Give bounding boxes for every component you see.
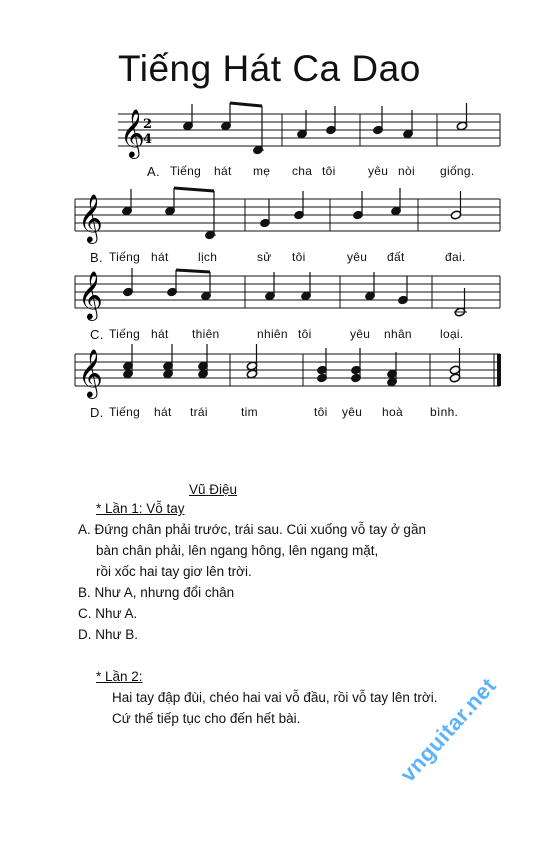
line-label-c: C. — [90, 327, 104, 342]
lyric-word: loại. — [440, 327, 464, 341]
line-label-a: A. — [147, 164, 160, 179]
staff-lines — [118, 114, 500, 146]
lyric-word: nhân — [384, 327, 412, 341]
lyric-word: tôi — [314, 405, 328, 419]
lyric-word: Tiếng — [170, 164, 202, 178]
lyric-word: sử — [257, 250, 272, 264]
lyric-word: Tiếng — [109, 250, 141, 264]
part1-item: rồi xốc hai tay giơ lên trời. — [96, 564, 252, 579]
lyric-word: mẹ — [253, 164, 271, 178]
lyric-word: bình. — [430, 405, 459, 419]
part1-item: C. Như A. — [78, 606, 138, 621]
lyric-word: hát — [151, 250, 169, 264]
lyric-word: đất — [387, 250, 405, 264]
part2-heading: * Lần 2: — [96, 669, 143, 684]
lyric-word: tim — [241, 405, 258, 419]
lyric-word: cha — [292, 164, 313, 178]
lyric-word: hoà — [382, 405, 403, 419]
lyric-word: Tiếng — [109, 327, 141, 341]
time-signature-top: 2 — [143, 117, 153, 132]
part1-heading: * Lần 1: Vỗ tay — [96, 501, 185, 516]
lyric-word: nòi — [398, 164, 415, 178]
part1-item: A. Đứng chân phải trước, trái sau. Cúi xuống vỗ tay ở gần — [78, 522, 426, 537]
line-label-d: D. — [90, 405, 104, 420]
lyric-word: hát — [151, 327, 169, 341]
lyric-word: trái — [190, 405, 208, 419]
lyric-word: thiên — [192, 327, 220, 341]
lyric-word: hát — [214, 164, 232, 178]
lyric-word: tôi — [298, 327, 312, 341]
part2-item: Cứ thế tiếp tục cho đến hết bài. — [112, 711, 301, 726]
lyric-word: tôi — [292, 250, 306, 264]
song-title: Tiếng Hát Ca Dao — [118, 48, 421, 89]
lyric-word: hát — [154, 405, 172, 419]
staff-line-b — [0, 185, 550, 265]
dance-heading: Vũ Điệu — [189, 482, 238, 497]
lyric-word: yêu — [368, 164, 389, 178]
treble-clef-icon: 𝄞 — [120, 108, 145, 157]
treble-clef-icon: 𝄞 — [78, 270, 103, 319]
watermark-text: vnguitar.net — [395, 672, 502, 787]
time-signature-bottom: 4 — [143, 132, 153, 147]
line-label-b: B. — [90, 250, 103, 265]
staff-line-d — [0, 340, 550, 420]
part1-item: bàn chân phải, lên ngang hông, lên ngang mặt, — [96, 543, 379, 558]
lyric-word: đai. — [445, 250, 466, 264]
lyric-word: nhiên — [257, 327, 288, 341]
lyric-word: yêu — [342, 405, 363, 419]
lyric-word: lịch — [198, 250, 218, 264]
lyric-word: yêu — [347, 250, 368, 264]
part2-item: Hai tay đập đùi, chéo hai vai vỗ đầu, rồi vỗ tay lên trời. — [112, 690, 438, 705]
part1-item: B. Như A, nhưng đổi chân — [78, 585, 235, 600]
lyric-word: Tiếng — [109, 405, 141, 419]
treble-clef-icon: 𝄞 — [78, 193, 103, 242]
treble-clef-icon: 𝄞 — [78, 348, 103, 397]
lyric-word: yêu — [350, 327, 371, 341]
lyric-word: tôi — [322, 164, 336, 178]
part1-item: D. Như B. — [78, 627, 139, 642]
lyric-word: giống. — [440, 164, 475, 178]
